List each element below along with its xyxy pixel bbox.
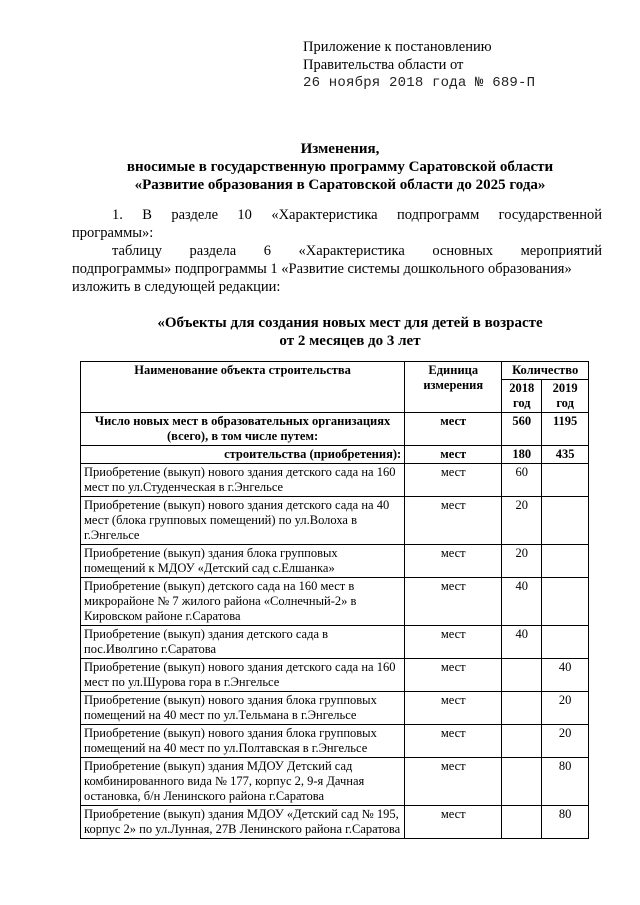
table-header-row (81, 362, 589, 380)
cell-name: Приобретение (выкуп) здания МДОУ Детский сад комбинированного вида № 177, корпус 2, 9-я Дачная остановка, б/н Ленинского района г.Саратова (81, 758, 405, 806)
header-year-number: 2018 (509, 381, 535, 395)
cell-2018 (502, 758, 542, 806)
paragraph-section-10 (72, 206, 602, 242)
table-row-construction (81, 446, 589, 464)
cell-2018: 40 (502, 578, 542, 626)
cell-unit: мест (405, 413, 502, 446)
cell-unit: мест (405, 758, 502, 806)
cell-name: Приобретение (выкуп) нового здания блока групповых помещений на 40 мест по ул.Тельмана в г.Энгельсе (81, 692, 405, 725)
table-title-line: «Объекты для создания новых мест для детей в возрасте (157, 315, 543, 331)
cell-name: Приобретение (выкуп) детского сада на 160 мест в микрорайоне № 7 жилого района «Солнечный-2» в Кировском районе г.Саратова (81, 578, 405, 626)
table-row (81, 758, 589, 806)
paragraph-line: подпрограммы» подпрограммы 1 «Развитие системы дошкольного образования» (72, 261, 572, 277)
header-object-name: Наименование объекта строительства (81, 362, 405, 413)
cell-name: Приобретение (выкуп) нового здания детского сада на 160 мест по ул.Шурова гора в г.Энгельсе (81, 659, 405, 692)
cell-name: строительства (приобретения): (81, 446, 405, 464)
cell-name: Приобретение (выкуп) здания блока групповых помещений к МДОУ «Детский сад с.Елшанка» (81, 545, 405, 578)
appendix-block (303, 38, 535, 92)
cell-unit: мест (405, 464, 502, 497)
cell-2018: 60 (502, 464, 542, 497)
cell-2019 (542, 578, 589, 626)
header-quantity: Количество (502, 362, 589, 380)
cell-name: Приобретение (выкуп) здания детского сада в пос.Иволгино г.Саратова (81, 626, 405, 659)
cell-unit: мест (405, 545, 502, 578)
table-row (81, 497, 589, 545)
appendix-line: Правительства области от (303, 57, 464, 73)
cell-unit: мест (405, 725, 502, 758)
cell-2018: 180 (502, 446, 542, 464)
cell-2019 (542, 626, 589, 659)
cell-2018: 20 (502, 545, 542, 578)
cell-2019: 80 (542, 806, 589, 839)
header-year-word: год (556, 396, 574, 410)
table-row (81, 659, 589, 692)
table-row-total (81, 413, 589, 446)
paragraph-line: программы»: (72, 225, 154, 241)
cell-2018: 40 (502, 626, 542, 659)
cell-2019: 80 (542, 758, 589, 806)
header-year-word: год (512, 396, 531, 410)
paragraph-table-section-6 (72, 242, 602, 296)
cell-unit: мест (405, 626, 502, 659)
header-unit: Единица измерения (405, 362, 502, 413)
cell-2019: 20 (542, 725, 589, 758)
cell-2018 (502, 806, 542, 839)
table-row (81, 464, 589, 497)
cell-2019 (542, 497, 589, 545)
cell-unit: мест (405, 578, 502, 626)
resolution-date-stamp: 26 ноября 2018 года № 689-П (303, 75, 536, 91)
cell-2019: 20 (542, 692, 589, 725)
cell-unit: мест (405, 497, 502, 545)
cell-unit: мест (405, 806, 502, 839)
cell-unit: мест (405, 692, 502, 725)
paragraph-line: таблицу раздела 6 «Характеристика основных мероприятий (112, 243, 602, 259)
header-year-2019 (542, 380, 589, 413)
cell-unit: мест (405, 659, 502, 692)
cell-2018 (502, 659, 542, 692)
cell-2019 (542, 464, 589, 497)
cell-2018 (502, 692, 542, 725)
table-row (81, 545, 589, 578)
table-row (81, 626, 589, 659)
table-row (81, 692, 589, 725)
cell-name: Число новых мест в образовательных организациях (всего), в том числе путем: (81, 413, 405, 446)
header-year-number: 2019 (552, 381, 578, 395)
paragraph-line: 1. В разделе 10 «Характеристика подпрограмм государственной (112, 207, 602, 223)
cell-2019 (542, 545, 589, 578)
table-row (81, 578, 589, 626)
cell-unit: мест (405, 446, 502, 464)
cell-2019: 435 (542, 446, 589, 464)
appendix-line: Приложение к постановлению (303, 39, 492, 55)
cell-name: Приобретение (выкуп) нового здания блока групповых помещений на 40 мест по ул.Полтавская в г.Энгельсе (81, 725, 405, 758)
cell-2019: 40 (542, 659, 589, 692)
heading-line: Изменения, (300, 141, 380, 157)
cell-name: Приобретение (выкуп) здания МДОУ «Детский сад № 195, корпус 2» по ул.Лунная, 27В Ленинского района г.Саратова (81, 806, 405, 839)
cell-2018: 20 (502, 497, 542, 545)
table-title (80, 314, 620, 350)
objects-table (80, 361, 589, 839)
table-row (81, 806, 589, 839)
document-heading (60, 140, 620, 194)
heading-line: вносимые в государственную программу Саратовской области (126, 159, 554, 175)
table-title-line: от 2 месяцев до 3 лет (279, 333, 421, 349)
cell-2018 (502, 725, 542, 758)
paragraph-line: изложить в следующей редакции: (72, 279, 281, 295)
cell-2019: 1195 (542, 413, 589, 446)
cell-name: Приобретение (выкуп) нового здания детского сада на 160 мест по ул.Студенческая в г.Энгельсе (81, 464, 405, 497)
table-row (81, 725, 589, 758)
cell-name: Приобретение (выкуп) нового здания детского сада на 40 мест (блока групповых помещений) по ул.Волоха в г.Энгельсе (81, 497, 405, 545)
header-year-2018 (502, 380, 542, 413)
cell-2018: 560 (502, 413, 542, 446)
heading-line: «Развитие образования в Саратовской области до 2025 года» (134, 177, 546, 193)
